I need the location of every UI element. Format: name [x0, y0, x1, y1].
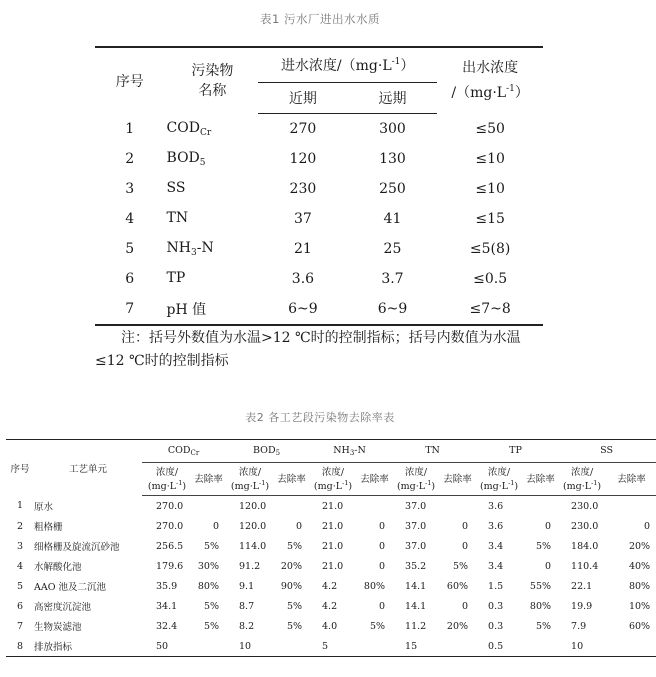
- header-pollutant-group: [557, 440, 656, 463]
- concentration-cell: 37.0: [405, 500, 427, 512]
- header-concentration: [557, 463, 607, 496]
- outflow-value: ≤10: [475, 181, 505, 197]
- outflow-value: ≤5(8): [469, 241, 511, 257]
- removal-rate-cell: 5%: [286, 600, 303, 612]
- concentration-cell: 8.2: [239, 620, 255, 632]
- concentration-cell: 4.0: [322, 620, 338, 632]
- removal-rate-cell: 20%: [446, 620, 469, 632]
- outflow-value: ≤7~8: [469, 301, 511, 317]
- conc-line1: 浓度/: [238, 466, 262, 478]
- process-unit-name: AAO 池及二沉池: [34, 582, 107, 593]
- concentration-cell: 50: [156, 640, 169, 652]
- header-inflow-group: 进水浓度$/(mg\cdot L^{-1})$: [258, 47, 437, 83]
- removal-rate-cell: [524, 636, 557, 657]
- removal-rate-cell: 0: [545, 560, 552, 572]
- long-term-value: 250: [379, 181, 406, 197]
- concentration-cell: 0.3: [488, 620, 504, 632]
- header-concentration: [308, 463, 358, 496]
- pollutant-name-main: COD: [166, 119, 200, 136]
- pollutant-name-main: TN: [166, 210, 189, 226]
- concentration-cell: 19.9: [571, 600, 593, 612]
- concentration-cell: 270.0: [156, 520, 184, 532]
- pollutant-name: [165, 234, 259, 264]
- group-name: TN: [425, 445, 440, 456]
- conc-line2: $(mg\cdot L^{-1})$: [396, 478, 436, 492]
- group-name-sub: 3: [349, 449, 355, 457]
- outflow-value: ≤10: [475, 151, 505, 167]
- concentration-cell: 110.4: [571, 560, 599, 572]
- removal-rate-cell: 0: [461, 600, 469, 612]
- removal-rate-cell: 80%: [529, 600, 552, 612]
- concentration-cell: 34.1: [156, 600, 178, 612]
- table-row: [95, 264, 543, 294]
- header-index: 序号: [10, 463, 30, 475]
- header-concentration: [474, 463, 524, 496]
- near-term-value: 270: [289, 121, 317, 137]
- pollutant-name-main: pH 值: [166, 301, 207, 318]
- removal-rate-cell: [441, 496, 474, 517]
- header-removal-rate: 去除率: [275, 463, 308, 496]
- removal-rate-cell: 5%: [452, 560, 469, 572]
- removal-rate-cell: 80%: [363, 580, 386, 592]
- concentration-cell: 9.1: [239, 580, 255, 592]
- pollutant-name-main: NH: [166, 240, 191, 256]
- removal-rate-cell: 0: [461, 520, 469, 532]
- long-term-value: 130: [379, 151, 406, 167]
- header-pollutant-line1: 污染物: [191, 62, 234, 79]
- concentration-cell: 120.0: [239, 520, 267, 532]
- concentration-cell: 14.1: [405, 580, 427, 592]
- concentration-cell: 179.6: [156, 560, 184, 572]
- concentration-cell: 0.5: [488, 640, 504, 652]
- concentration-cell: 21.0: [322, 540, 344, 552]
- header-pollutant-group: [474, 440, 557, 463]
- conc-line2: $(mg\cdot L^{-1})$: [562, 478, 602, 492]
- removal-rate-cell: 0: [295, 520, 303, 532]
- header-outflow-line2: $/(mg\cdot L^{-1})$: [451, 83, 529, 101]
- group-name-tail: -N: [354, 445, 366, 456]
- removal-rate-cell: 5%: [203, 540, 220, 552]
- concentration-cell: 3.6: [488, 500, 504, 512]
- pollutant-name-main: BOD: [166, 150, 200, 166]
- row-index: 5: [16, 580, 24, 592]
- group-header-row: [6, 440, 656, 463]
- concentration-cell: 270.0: [156, 500, 184, 512]
- group-name: NH: [333, 445, 350, 456]
- header-pollutant-group: [225, 440, 308, 463]
- removal-rate-cell: 60%: [446, 580, 469, 592]
- header-removal-rate: 去除率: [358, 463, 391, 496]
- concentration-cell: 21.0: [322, 520, 344, 532]
- row-index: 7: [125, 301, 135, 317]
- removal-rate-cell: 0: [644, 520, 651, 532]
- removal-rate-cell: [441, 636, 474, 657]
- concentration-cell: 35.9: [156, 580, 178, 592]
- conc-line1: 浓度/: [487, 466, 511, 478]
- concentration-cell: 3.6: [488, 520, 504, 532]
- removal-rate-cell: 60%: [628, 620, 651, 632]
- influent-effluent-quality-table: [95, 46, 543, 326]
- concentration-cell: 32.4: [156, 620, 178, 632]
- table1-body: [95, 114, 543, 326]
- group-name: SS: [600, 445, 613, 456]
- group-name: COD: [167, 445, 191, 456]
- removal-rate-cell: 0: [378, 540, 386, 552]
- pollutant-name: [165, 174, 259, 204]
- header-pollutant-group: [142, 440, 225, 463]
- removal-rate-cell: 0: [378, 560, 386, 572]
- near-term-value: 120: [289, 151, 317, 167]
- concentration-cell: 184.0: [571, 540, 599, 552]
- concentration-cell: 37.0: [405, 540, 427, 552]
- pollutant-name: [165, 144, 259, 174]
- concentration-cell: 21.0: [322, 560, 344, 572]
- table-row: [6, 616, 656, 636]
- removal-rate-cell: 5%: [369, 620, 386, 632]
- group-name-sub: 5: [275, 449, 281, 457]
- header-long-term: 远期: [348, 83, 438, 114]
- group-name: BOD: [253, 445, 276, 456]
- process-unit-name: 原水: [34, 501, 54, 513]
- near-term-value: 21: [294, 241, 312, 257]
- concentration-cell: 1.5: [488, 580, 504, 592]
- header-removal-rate: 去除率: [607, 463, 656, 496]
- header-pollutant: [165, 47, 259, 114]
- removal-rate-cell: 30%: [197, 560, 220, 572]
- near-term-value: 230: [289, 181, 317, 197]
- row-index: 1: [16, 500, 24, 512]
- removal-rate-cell: 5%: [203, 600, 220, 612]
- concentration-cell: 5: [322, 640, 329, 652]
- table2-body: [6, 496, 656, 657]
- removal-rate-cell: [358, 636, 391, 657]
- removal-rate-cell: 40%: [628, 560, 651, 572]
- long-term-value: 300: [379, 121, 406, 137]
- process-unit-name: 生物炭滤池: [34, 622, 82, 633]
- table-row: [95, 114, 543, 145]
- conc-line1: 浓度/: [321, 466, 345, 478]
- removal-rate-cell: 0: [545, 520, 552, 532]
- pollutant-name-tail: -N: [196, 240, 214, 256]
- long-term-value: 3.7: [381, 271, 404, 287]
- removal-rate-cell: 80%: [197, 580, 220, 592]
- process-removal-rate-table: [6, 439, 656, 657]
- concentration-cell: 120.0: [239, 500, 267, 512]
- concentration-cell: 3.4: [488, 560, 504, 572]
- concentration-cell: 10: [571, 640, 584, 652]
- row-index: 7: [16, 620, 24, 632]
- concentration-cell: 10: [239, 640, 252, 652]
- near-term-value: 37: [294, 211, 312, 227]
- process-unit-name: 细格栅及旋流沉砂池: [34, 542, 120, 553]
- table-row: [95, 174, 543, 204]
- removal-rate-cell: 0: [378, 520, 386, 532]
- pollutant-name: [165, 204, 259, 234]
- process-unit-name: 粗格栅: [34, 522, 63, 533]
- row-index: 6: [16, 600, 24, 612]
- removal-rate-cell: 10%: [628, 600, 651, 612]
- header-outflow: [437, 47, 543, 114]
- outflow-value: ≤50: [475, 120, 505, 137]
- group-name: TP: [509, 445, 522, 456]
- conc-line2: $(mg\cdot L^{-1})$: [479, 478, 519, 492]
- row-index: 5: [125, 241, 135, 257]
- pollutant-name-main: TP: [166, 270, 186, 286]
- header-concentration: [225, 463, 275, 496]
- table2-head: [6, 440, 656, 496]
- row-index: 6: [125, 271, 135, 287]
- removal-rate-cell: 55%: [529, 580, 552, 592]
- concentration-cell: 4.2: [322, 580, 338, 592]
- table-row: [6, 516, 656, 536]
- row-index: 3: [125, 181, 135, 197]
- pollutant-name-sub: 3: [191, 248, 197, 258]
- row-index: 8: [16, 640, 24, 652]
- removal-rate-cell: 0: [461, 540, 469, 552]
- pollutant-name-sub: Cr: [199, 127, 212, 138]
- outflow-value: ≤15: [475, 211, 505, 227]
- concentration-cell: 14.1: [405, 600, 427, 612]
- table-row: [95, 204, 543, 234]
- concentration-cell: 91.2: [239, 560, 261, 572]
- table1-note: 注：括号外数值为水温>12 ℃时的控制指标；括号内数值为水温≤12 ℃时的控制指标: [95, 330, 521, 369]
- table-row: [95, 234, 543, 264]
- header-pollutant-group: [391, 440, 474, 463]
- concentration-cell: 37.0: [405, 520, 427, 532]
- table1-caption: 表1 污水厂进出水水质: [260, 12, 380, 26]
- concentration-cell: 114.0: [239, 540, 267, 552]
- header-process-unit: 工艺单元: [68, 463, 107, 475]
- header-pollutant-group: [308, 440, 391, 463]
- row-index: 2: [125, 151, 135, 167]
- concentration-cell: 230.0: [571, 520, 599, 532]
- header-removal-rate: 去除率: [441, 463, 474, 496]
- process-unit-name: 排放指标: [34, 642, 73, 653]
- group-name-sub: Cr: [190, 449, 200, 457]
- removal-rate-cell: 5%: [535, 540, 552, 552]
- concentration-cell: 15: [405, 640, 418, 652]
- table-row: [6, 596, 656, 616]
- header-pollutant-line2: 名称: [198, 82, 227, 99]
- table-row: [6, 636, 656, 657]
- concentration-cell: 230.0: [571, 500, 599, 512]
- row-index: 2: [16, 520, 24, 532]
- removal-rate-cell: 0: [212, 520, 220, 532]
- removal-rate-cell: 5%: [203, 620, 220, 632]
- long-term-value: 41: [383, 211, 402, 227]
- header-outflow-line1: 出水浓度: [462, 59, 519, 76]
- removal-rate-cell: [358, 496, 391, 517]
- removal-rate-cell: 80%: [628, 580, 651, 592]
- pollutant-name-main: SS: [166, 180, 186, 196]
- conc-line2: $(mg\cdot L^{-1})$: [230, 478, 270, 492]
- removal-rate-cell: [192, 496, 225, 517]
- table-row: [95, 294, 543, 325]
- row-index: 1: [125, 120, 135, 137]
- conc-line2: $(mg\cdot L^{-1})$: [147, 478, 187, 492]
- concentration-cell: 3.4: [488, 540, 504, 552]
- pollutant-name: [165, 114, 259, 145]
- concentration-cell: 0.3: [488, 600, 504, 612]
- concentration-cell: 4.2: [322, 600, 338, 612]
- conc-line2: $(mg\cdot L^{-1})$: [313, 478, 353, 492]
- conc-line1: 浓度/: [570, 466, 594, 478]
- pollutant-name: [165, 264, 259, 294]
- table2-caption: 表2 各工艺段污染物去除率表: [245, 411, 395, 424]
- concentration-cell: 22.1: [571, 580, 593, 592]
- removal-rate-cell: 20%: [628, 540, 651, 552]
- removal-rate-cell: 20%: [280, 560, 303, 572]
- near-term-value: 3.6: [291, 271, 315, 287]
- table-row: [6, 556, 656, 576]
- pollutant-name: [165, 294, 259, 325]
- row-index: 4: [125, 211, 135, 227]
- conc-line1: 浓度/: [404, 466, 428, 478]
- header-index: 序号: [115, 73, 144, 90]
- removal-rate-cell: 5%: [535, 620, 552, 632]
- header-concentration: [391, 463, 441, 496]
- concentration-cell: 21.0: [322, 500, 344, 512]
- removal-rate-cell: [524, 496, 557, 517]
- concentration-cell: 7.9: [571, 620, 587, 632]
- long-term-value: 25: [383, 241, 402, 257]
- removal-rate-cell: 90%: [280, 580, 303, 592]
- conc-line1: 浓度/: [155, 466, 179, 478]
- concentration-cell: 8.7: [239, 600, 255, 612]
- removal-rate-cell: 0: [378, 600, 386, 612]
- process-unit-name: 高密度沉淀池: [34, 602, 92, 613]
- header-near-term: 近期: [258, 83, 348, 114]
- removal-rate-cell: [275, 636, 308, 657]
- process-unit-name: 水解酸化池: [34, 562, 82, 573]
- row-index: 4: [16, 560, 24, 572]
- table-row: [95, 144, 543, 174]
- table-row: [6, 576, 656, 596]
- long-term-value: 6~9: [377, 301, 408, 317]
- header-removal-rate: 去除率: [524, 463, 557, 496]
- table-row: [6, 536, 656, 556]
- concentration-cell: 35.2: [405, 560, 427, 572]
- removal-rate-cell: [607, 636, 656, 657]
- pollutant-name-sub: 5: [199, 158, 206, 168]
- near-term-value: 6~9: [288, 301, 318, 317]
- outflow-value: ≤0.5: [473, 271, 508, 287]
- header-concentration: [142, 463, 192, 496]
- header-removal-rate: 去除率: [192, 463, 225, 496]
- removal-rate-cell: [607, 496, 656, 517]
- removal-rate-cell: 5%: [286, 540, 303, 552]
- removal-rate-cell: 5%: [286, 620, 303, 632]
- removal-rate-cell: [275, 496, 308, 517]
- concentration-cell: 11.2: [405, 620, 427, 632]
- removal-rate-cell: [192, 636, 225, 657]
- table-row: [6, 496, 656, 517]
- row-index: 3: [16, 540, 24, 552]
- concentration-cell: 256.5: [156, 540, 184, 552]
